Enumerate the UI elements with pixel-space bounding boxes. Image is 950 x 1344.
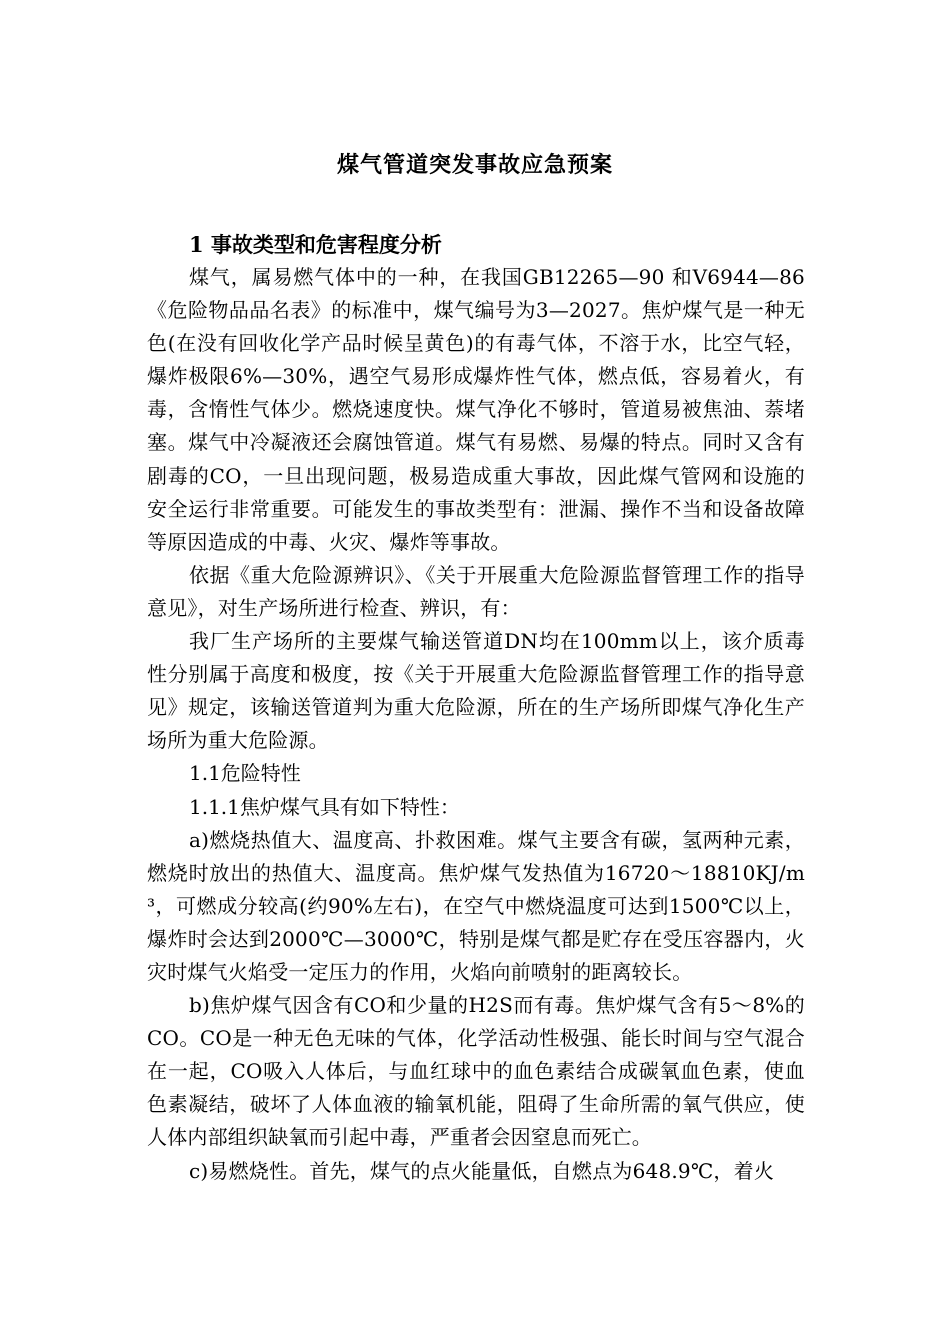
body-paragraph: 煤气，属易燃气体中的一种，在我国GB12265—90 和V6944—86《危险物品品名表》的标准中，煤气编号为3—2027。焦炉煤气是一种无色(在没有回收化学产品时候呈黄色)的有毒气体，不溶于水，比空气轻，爆炸极限6%—30%，遇空气易形成爆炸性气体，燃点低，容易着火，有毒，含惰性气体少。燃烧速度快。煤气净化不够时，管道易被焦油、萘堵塞。煤气中冷凝液还会腐蚀管道。煤气有易燃、易爆的特点。同时又含有剧毒的CO，一旦出现问题，极易造成重大事故，因此煤气管网和设施的安全运行非常重要。可能发生的事故类型有：泄漏、操作不当和设备故障等原因造成的中毒、火灾、爆炸等事故。 xyxy=(147,265,805,554)
body-paragraph: 依据《重大危险源辨识》、《关于开展重大危险源监督管理工作的指导意见》，对生产场所进行检查、辨识，有： xyxy=(147,562,805,620)
subsection-heading: 1.1危险特性 xyxy=(189,761,301,786)
list-item-paragraph: c)易燃烧性。首先，煤气的点火能量低，自燃点为648.9℃，着火 xyxy=(189,1158,775,1183)
document-title: 煤气管道突发事故应急预案 xyxy=(336,152,613,178)
body-paragraph: 我厂生产场所的主要煤气输送管道DN均在100mm以上，该介质毒性分别属于高度和极度，按《关于开展重大危险源监督管理工作的指导意见》规定，该输送管道判为重大危险源，所在的生产场所即煤气净化生产场所为重大危险源。 xyxy=(147,629,805,753)
list-item-paragraph: b)焦炉煤气因含有CO和少量的H2S而有毒。焦炉煤气含有5～8%的CO。CO是一种无色无味的气体，化学活动性极强、能长时间与空气混合在一起，CO吸入人体后，与血红球中的血色素结合成碳氧血色素，使血色素凝结，破坏了人体血液的输氧机能，阻碍了生命所需的氧气供应，使人体内部组织缺氧而引起中毒，严重者会因窒息而死亡。 xyxy=(147,993,805,1150)
document-body xyxy=(147,228,805,1188)
list-item-paragraph: a)燃烧热值大、温度高、扑救困难。煤气主要含有碳，氢两种元素，燃烧时放出的热值大、温度高。焦炉煤气发热值为16720～18810KJ/m³，可燃成分较高(约90%左右)，在空气中燃烧温度可达到1500℃以上，爆炸时会达到2000℃—3000℃，特别是煤气都是贮存在受压容器内，火灾时煤气火焰受一定压力的作用，火焰向前喷射的距离较长。 xyxy=(147,827,805,984)
subsection-heading: 1.1.1焦炉煤气具有如下特性： xyxy=(189,794,460,819)
section-heading: 1 事故类型和危害程度分析 xyxy=(189,232,442,257)
